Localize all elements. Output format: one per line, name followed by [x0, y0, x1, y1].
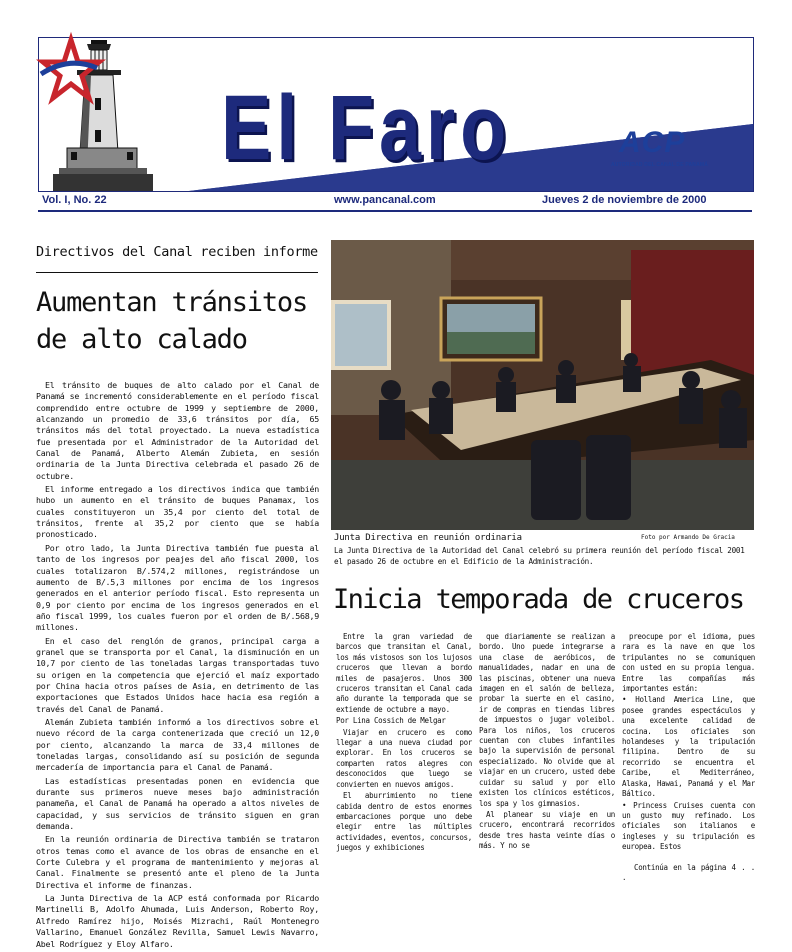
lead-paragraph: La Junta Directiva de la ACP está conformada por Ricardo Martinelli B, Adolfo Ahumada, Luis Anderson, Roberto Roy, Alfredo Ramírez hijo, Moisés Mizrachi, Raúl Montenegro Vallarino, Emanuel González Revilla, Samuel Lewis Navarro, Abel Rodríguez y Eloy Alfaro.	[36, 893, 319, 949]
cruise-column-3	[622, 632, 755, 884]
kicker-divider	[36, 272, 318, 273]
continued-link[interactable]: Continúa en la página 4 . . .	[622, 862, 755, 882]
cruise-bullet: • Princess Cruises cuenta con un gusto muy refinado. Los oficiales son italianos e ingleses y su tripulación es europea. Estos	[622, 800, 755, 852]
website-link[interactable]: www.pancanal.com	[334, 194, 436, 206]
acp-logo-text: ACP	[619, 126, 686, 159]
lead-paragraph: En el caso del renglón de granos, principal carga a granel que se transporta por el Canal, la disminución en un 10,7 por ciento de las toneladas largas transportadas tuvo su origen en la competencia que ejerció el maíz exportado por China hacia otros países de Asia, en detrimento de las exportaciones que Estados Unidos hace hacia esa región a través del Canal de Panamá.	[36, 635, 319, 714]
lead-paragraph: Las estadísticas presentadas ponen en evidencia que durante sus primeros nueve meses bajo administración panameña, el Canal de Panamá ha operado a altos niveles de capacidad, y sus servicios de tránsito siguen en gran demanda.	[36, 775, 319, 832]
board-meeting-photo	[331, 240, 754, 530]
cruise-paragraph: Al planear su viaje en un crucero, encontrará recorridos desde tres hasta veinte días o más. Y no se	[479, 809, 615, 851]
byline: Por Lina Cossich de Melgar	[336, 716, 446, 726]
photo-caption-title: Junta Directiva en reunión ordinaria	[334, 533, 522, 543]
cruise-headline: Inicia temporada de cruceros	[333, 584, 744, 615]
masthead	[38, 37, 754, 192]
lead-paragraph: El tránsito de buques de alto calado por el Canal de Panamá se incrementó considerablemente en el período fiscal comprendido entre octubre de 1999 y septiembre de 2000, alcanzando un promedio de 33,6 tránsitos por día, 65 tránsitos más del total proyectado. La nueva estadística fue presentada por el Administrador de la Autoridad del Canal de Panamá, Alberto Alemán Zubieta, en sesión ordinaria de la Junta Directiva celebrada el pasado 26 de octubre.	[36, 380, 319, 481]
lead-paragraph: En la reunión ordinaria de Directiva también se trataron otros temas como el avance de los obras de ensanche en el Corte Culebra y el programa de mantenimiento y mejoras al Canal. Finalmente se presentó ante el pleno de la Junta Directiva el informe de finanzas.	[36, 834, 319, 890]
cruise-paragraph: Entre la gran variedad de barcos que transitan el Canal, los más vistosos son los lujosos cruceros que llevan a bordo miles de pasajeros. Unos 300 cruceros transitan el Canal cada año durante la temporada que se extiende de octubre a mayo.	[336, 632, 472, 714]
acp-logo-subtitle: AUTORIDAD DEL CANAL DE PANAMÁ	[611, 162, 709, 168]
issue-bar	[38, 190, 752, 212]
masthead-title: El Faro	[221, 77, 512, 179]
cruise-paragraph: preocupe por el idioma, pues rara es la nave en que los tripulantes no se comuniquen con usted en su propia lengua. Entre las compañías más importantes están:	[622, 632, 755, 694]
cruise-paragraph: Viajar en crucero es como llegar a una nueva ciudad por explorar. En los cruceros se comparten ratos alegres con desconocidos que luego se convierten en nuevos amigos.	[336, 727, 472, 789]
photo-caption: La Junta Directiva de la Autoridad del Canal celebró su primera reunión del período fiscal 2001 el pasado 26 de octubre en el Edificio de la Administración.	[334, 546, 745, 566]
acp-star-icon	[39, 38, 99, 102]
lead-paragraph: Alemán Zubieta también informó a los directivos sobre el nuevo récord de la carga contenerizada que creció un 12,0 por ciento, alcanzando la marca de 33,4 millones de toneladas largas, consolidando así su posición de segunda mercadería de importancia para el Canal de Panamá.	[36, 716, 319, 773]
lead-headline: Aumentan tránsitos de alto calado	[36, 287, 307, 355]
cruise-column-2	[479, 632, 615, 853]
cruise-paragraph: El aburrimiento no tiene cabida dentro de estos enormes embarcaciones porque uno debe elegir entre las múltiples actividades, eventos, concursos, juegos y exhibiciones	[336, 791, 472, 853]
lead-paragraph: Por otro lado, la Junta Directiva también fue puesta al tanto de los ingresos por peajes del año fiscal 2000, los cuales totalizaron B/.574,2 millones, registrándose un aumento de B/.5,3 millones por encima de los ingresos generados en el anterior período fiscal. Esto representa un 0,9 por ciento por encima de los ingresos generados en el año fiscal 1999, los cuales fueron por el orden de B/.568,9 millones.	[36, 542, 319, 633]
issue-volume: Vol. I, No. 22	[42, 194, 107, 206]
cruise-paragraph: que diariamente se realizan a bordo. Uno puede integrarse a una clase de aeróbicos, de manualidades, nadar en una de las piscinas, obtener una nueva imagen en el salón de belleza, probar la suerte en el casino, ir de compras en tiendas libres de impuestos o jugar voleibol. Para los niños, los cruceros cuentan con clubes infantiles bajo la supervisión de personal especializado. No olvide que al viajar en un crucero, usted debe cuidar su salud y por ello existen los clínicos estéticos, los spa y los gimnasios.	[479, 632, 615, 808]
photo-credit: Foto por Armando De Gracia	[641, 534, 735, 541]
issue-date: Jueves 2 de noviembre de 2000	[542, 194, 707, 206]
lead-kicker: Directivos del Canal reciben informe	[36, 244, 318, 260]
lead-article-body	[36, 380, 319, 952]
cruise-bullet: • Holland America Line, que posee grandes espectáculos y una excelente calidad de cocina. Los oficiales son holandeses y la tripulación filipina. Dentro de su recorrido se encuentra el Caribe, el Mediterráneo, Alaska, Hawai, Panamá y el Mar Báltico.	[622, 695, 755, 799]
lead-paragraph: El informe entregado a los directivos indica que también hubo un aumento en el tránsito de buques Panamax, los cuales constituyeron un 35,4 por ciento del total de tránsitos, frente al 35,2 por ciento que se había pronosticado.	[36, 484, 319, 540]
cruise-column-1	[336, 632, 472, 855]
